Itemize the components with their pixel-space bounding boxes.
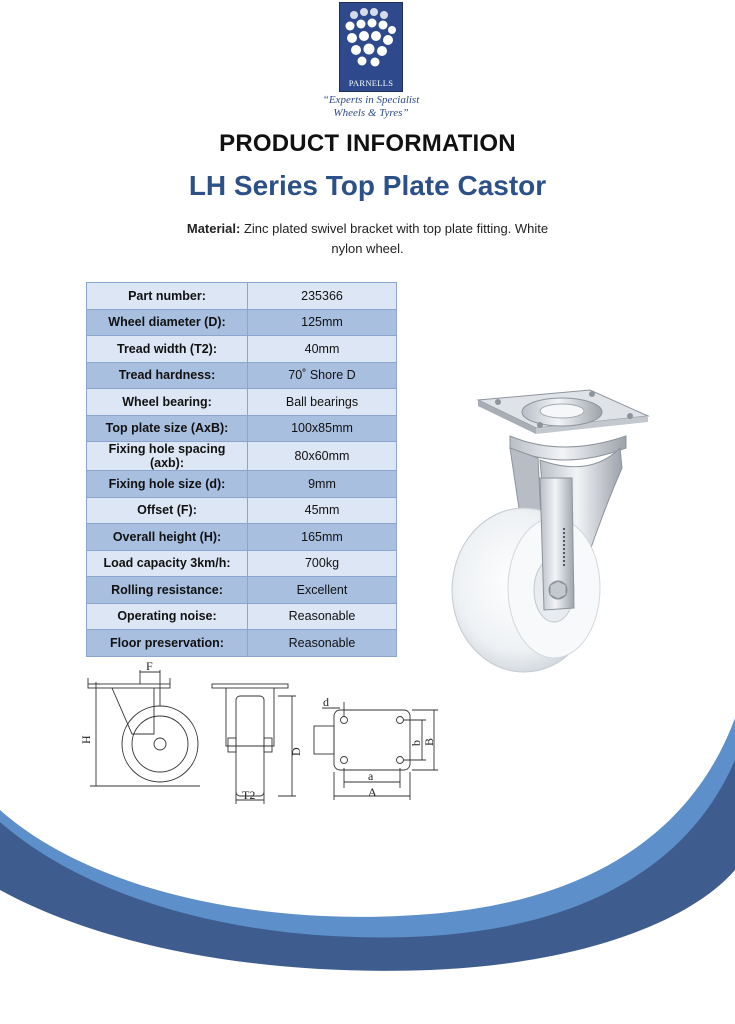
spec-label: Tread width (T2): [87,336,248,363]
material-text: Zinc plated swivel bracket with top plate fitting. White nylon wheel. [240,221,549,256]
table-row [87,362,397,389]
table-row [87,603,397,630]
spec-value: Reasonable [248,603,397,630]
tagline-line-1: “Experts in Specialist [322,94,420,106]
table-row [87,309,397,336]
spec-label: Floor preservation: [87,630,248,657]
company-logo [316,2,426,120]
table-row [87,283,397,310]
label-H: H [79,735,93,744]
spec-label: Rolling resistance: [87,577,248,604]
table-row [87,497,397,524]
table-row [87,415,397,442]
material-description [180,219,555,259]
logo-tagline [316,94,426,120]
spec-label: Fixing hole size (d): [87,471,248,498]
spec-value: 80x60mm [248,442,397,471]
spec-value: 700kg [248,550,397,577]
spec-label: Operating noise: [87,603,248,630]
spec-label: Top plate size (AxB): [87,415,248,442]
spec-value: Excellent [248,577,397,604]
spec-label: Fixing hole spacing (axb): [87,442,248,471]
spec-label: Load capacity 3km/h: [87,550,248,577]
table-row [87,630,397,657]
label-d: d [323,695,329,709]
table-row [87,524,397,551]
tagline-line-2: Wheels & Tyres” [333,107,409,119]
spec-value: 45mm [248,497,397,524]
spec-value: 70˚ Shore D [248,362,397,389]
label-b: b [409,740,423,746]
product-title: LH Series Top Plate Castor [188,170,547,201]
table-row [87,550,397,577]
spec-label: Wheel diameter (D): [87,309,248,336]
table-row [87,442,397,471]
spec-value: 100x85mm [248,415,397,442]
logo-name: PARNELLS [348,78,394,88]
castor-product-image [440,378,655,678]
material-label: Material: [186,221,241,236]
spec-label: Tread hardness: [87,362,248,389]
spec-value: 125mm [248,309,397,336]
spec-value: Reasonable [248,630,397,657]
label-T2: T2 [242,788,256,802]
spec-label: Part number: [87,283,248,310]
logo-emblem [339,2,403,92]
spec-label: Wheel bearing: [87,389,248,416]
table-row [87,471,397,498]
spec-label: Offset (F): [87,497,248,524]
label-A: A [368,785,377,799]
table-row [87,336,397,363]
label-a: a [368,769,374,783]
spec-value: Ball bearings [248,389,397,416]
spec-value: 165mm [248,524,397,551]
label-D: D [289,747,303,756]
spec-value: 9mm [248,471,397,498]
specs-table [86,282,397,657]
decorative-swoosh [0,700,735,1024]
table-row [87,577,397,604]
label-B: B [422,737,436,746]
label-F: F [146,659,153,673]
table-row [87,389,397,416]
page-heading: PRODUCT INFORMATION [219,130,516,157]
spec-value: 235366 [248,283,397,310]
spec-label: Overall height (H): [87,524,248,551]
spec-value: 40mm [248,336,397,363]
